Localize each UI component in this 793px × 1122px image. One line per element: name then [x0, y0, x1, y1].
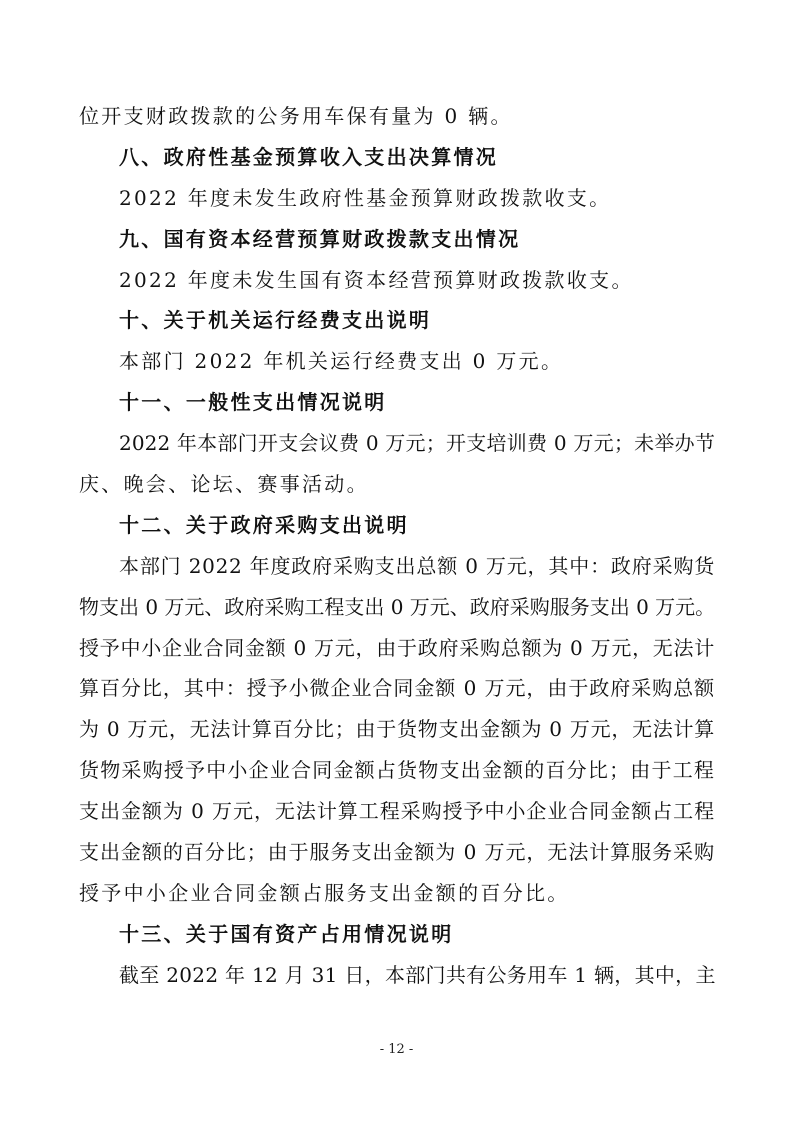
section-heading-9: 九、国有资本经营预算财政拨款支出情况 — [119, 226, 521, 251]
paragraph-line: 授予中小企业合同金额 0 万元，由于政府采购总额为 0 万元，无法计 — [79, 635, 715, 660]
paragraph-line: 算百分比，其中：授予小微企业合同金额 0 万元，由于政府采购总额 — [79, 676, 715, 701]
page-number: - 12 - — [379, 1042, 414, 1057]
paragraph-line: 物支出 0 万元、政府采购工程支出 0 万元、政府采购服务支出 0 万元。 — [79, 594, 715, 619]
paragraph-line: 为 0 万元，无法计算百分比；由于货物支出金额为 0 万元，无法计算 — [79, 717, 715, 742]
document-page — [79, 96, 715, 996]
section-heading-11: 十一、一般性支出情况说明 — [119, 390, 387, 415]
paragraph-line: 授予中小企业合同金额占服务支出金额的百分比。 — [79, 880, 570, 905]
paragraph-line: 货物采购授予中小企业合同金额占货物支出金额的百分比；由于工程 — [79, 758, 715, 783]
paragraph-line: 庆、晚会、论坛、赛事活动。 — [79, 472, 369, 497]
paragraph-line: 截至 2022 年 12 月 31 日，本部门共有公务用车 1 辆，其中，主 — [119, 962, 716, 987]
paragraph-line: 2022 年度未发生国有资本经营预算财政拨款收支。 — [119, 267, 634, 292]
paragraph-line: 位开支财政拨款的公务用车保有量为 0 辆。 — [79, 104, 513, 128]
section-heading-13: 十三、关于国有资产占用情况说明 — [119, 921, 454, 946]
section-heading-8: 八、政府性基金预算收入支出决算情况 — [119, 144, 499, 169]
paragraph-line: 支出金额的百分比；由于服务支出金额为 0 万元，无法计算服务采购 — [79, 840, 715, 865]
paragraph-line: 2022 年度未发生政府性基金预算财政拨款收支。 — [119, 185, 612, 210]
section-heading-12: 十二、关于政府采购支出说明 — [119, 512, 409, 537]
section-heading-10: 十、关于机关运行经费支出说明 — [119, 308, 432, 333]
paragraph-line: 本部门 2022 年度政府采购支出总额 0 万元，其中：政府采购货 — [119, 553, 715, 578]
paragraph-line: 支出金额为 0 万元，无法计算工程采购授予中小企业合同金额占工程 — [79, 799, 715, 824]
paragraph-line: 本部门 2022 年机关运行经费支出 0 万元。 — [119, 349, 564, 374]
paragraph-line: 2022 年本部门开支会议费 0 万元；开支培训费 0 万元；未举办节 — [119, 431, 715, 456]
